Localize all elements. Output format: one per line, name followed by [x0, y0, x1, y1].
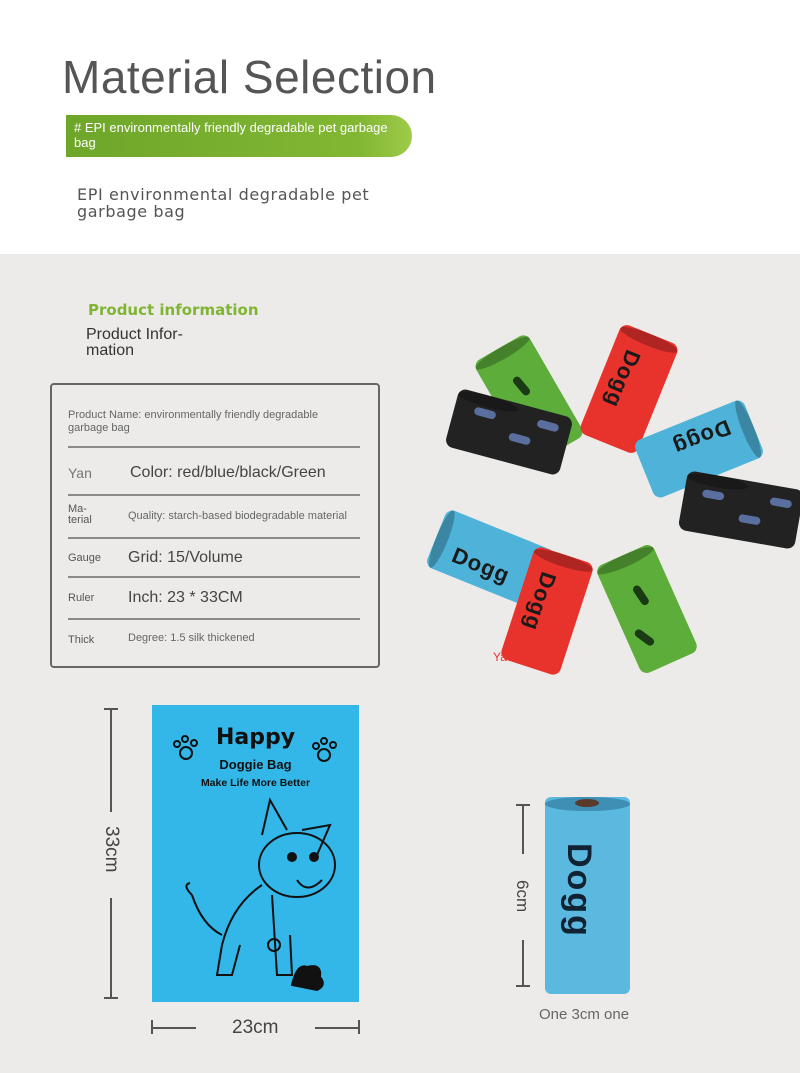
table-row: [68, 403, 360, 448]
product-info-heading: Product Infor-mation: [86, 326, 183, 359]
material-label: Ma-terial: [68, 503, 92, 526]
watermark: Yao: [493, 650, 514, 664]
red-roll: Dogg: [578, 323, 680, 456]
blue-roll: Dogg: [633, 398, 766, 500]
dim-line: [110, 708, 112, 812]
roll-caption: One 3cm one: [539, 1006, 630, 1023]
table-row: [68, 496, 360, 539]
bag-image: [152, 705, 359, 1002]
product-name-value: Product Name: environmentally friendly degradable garbage bag: [68, 409, 319, 434]
thick-value: Degree: 1.5 silk thickened: [128, 632, 255, 644]
subtitle: EPI environmental degradable pet garbage bag: [77, 185, 370, 221]
dim-tick: [358, 1020, 360, 1034]
material-value: Quality: starch-based biodegradable material: [128, 510, 347, 522]
blue-roll: Dogg: [425, 508, 558, 610]
bag-slogan: Make Life More Better: [200, 777, 311, 789]
tag-banner: # EPI environmentally friendly degradable pet garbage bag: [66, 115, 412, 157]
dog-illustration: [152, 705, 359, 1002]
page-title: Material Selection: [62, 51, 437, 103]
product-info-table: [50, 383, 380, 668]
bag-title: Happy: [215, 725, 296, 750]
bag-width-label: 23cm: [232, 1017, 279, 1038]
red-roll: Dogg: [499, 545, 594, 676]
black-roll: [678, 470, 800, 550]
thick-label: Thick: [68, 634, 95, 646]
roll-text: Dogg: [560, 843, 598, 938]
ruler-value: Inch: 23 * 33CM: [128, 589, 243, 606]
dim-line: [110, 898, 112, 998]
bag-rolls-image: [410, 320, 800, 690]
table-row: [68, 448, 360, 496]
gauge-label: Gauge: [68, 552, 102, 564]
product-info-heading-en: Product information: [88, 301, 259, 319]
ruler-label: Ruler: [68, 592, 95, 604]
dim-line: [522, 940, 524, 986]
bag-height-label: 33cm: [101, 826, 122, 873]
color-label: Yan: [68, 465, 92, 481]
table-row: [68, 620, 360, 660]
dim-line: [315, 1027, 360, 1029]
dim-tick: [104, 997, 118, 999]
gauge-value: Grid: 15/Volume: [128, 549, 243, 566]
dim-line: [151, 1027, 196, 1029]
roll-height-label: 6cm: [513, 880, 532, 913]
bag-subtitle: Doggie Bag: [219, 757, 292, 772]
color-value: Color: red/blue/black/Green: [130, 464, 326, 481]
table-row: [68, 578, 360, 620]
dim-tick: [516, 985, 530, 987]
single-roll-image: [545, 797, 630, 994]
dim-line: [522, 804, 524, 854]
green-roll: [595, 542, 700, 675]
header-section: [0, 0, 800, 254]
table-row: [68, 539, 360, 578]
